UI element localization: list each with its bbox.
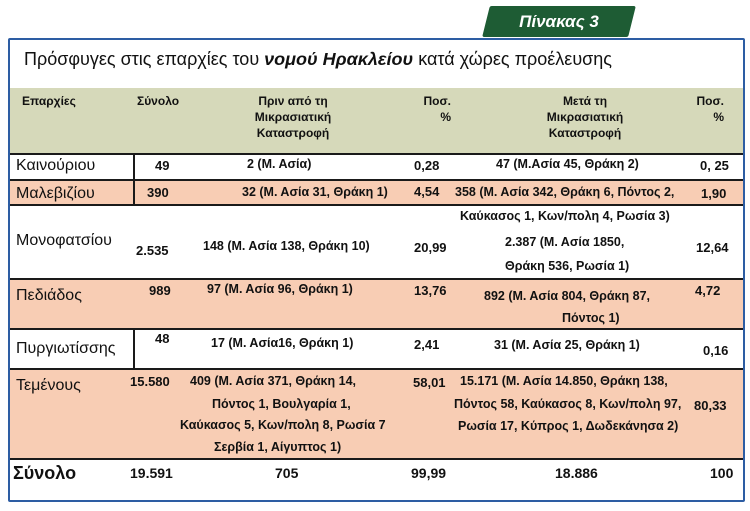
row-before: 2 (Μ. Ασία) (247, 157, 312, 171)
row-after: 15.171 (Μ. Ασία 14.850, Θράκη 138, (460, 374, 668, 388)
totals-total: 19.591 (130, 465, 173, 481)
row-after: Πόντος 58, Καύκασος 8, Κων/πολη 97, (454, 397, 682, 411)
row-pct2: 4,72 (695, 283, 721, 298)
header-before-line: Πριν από τη (258, 94, 328, 108)
table-title (24, 49, 612, 70)
row-divider (10, 179, 743, 181)
row-name: Καινούριου (16, 157, 96, 174)
row-total: 390 (147, 185, 169, 200)
row-after: 892 (Μ. Ασία 804, Θράκη 87, (484, 289, 650, 303)
header-pct2-line: % (713, 110, 724, 124)
row-divider (10, 204, 743, 206)
row-total: 2.535 (136, 243, 169, 258)
totals-label: Σύνολο (13, 463, 77, 483)
title-prefix: Πρόσφυγες στις επαρχίες του (24, 49, 265, 69)
row-pct1: 2,41 (414, 337, 440, 352)
totals-pct1: 99,99 (411, 465, 447, 481)
row-total: 49 (155, 158, 170, 173)
row-before: Σερβία 1, Αίγυπτος 1) (214, 440, 342, 454)
row-after: Θράκη 536, Ρωσία 1) (505, 259, 630, 273)
row-after: Καύκασος 1, Κων/πολη 4, Ρωσία 3) (460, 209, 670, 223)
row-after: 358 (Μ. Ασία 342, Θράκη 6, Πόντος 2, (455, 185, 675, 199)
header-before-line: Καταστροφή (256, 126, 330, 140)
header-after-line: Μικρασιατική (546, 110, 624, 124)
totals-before: 705 (275, 465, 299, 481)
row-pct1: 58,01 (413, 375, 446, 390)
row-after: 2.387 (Μ. Ασία 1850, (505, 235, 625, 249)
row-pct2: 1,90 (701, 186, 727, 201)
row-pct1: 0,28 (414, 158, 440, 173)
row-name: Μονοφατσίου (16, 232, 112, 249)
table-badge: Πίνακας 3 (519, 12, 599, 31)
row-pct2: 80,33 (694, 398, 727, 413)
row-after: 47 (Μ.Ασία 45, Θράκη 2) (496, 157, 639, 171)
row-before: 97 (Μ. Ασία 96, Θράκη 1) (207, 282, 353, 296)
row-divider (10, 278, 743, 280)
row-before: 32 (Μ. Ασία 31, Θράκη 1) (242, 185, 388, 199)
row-name: Μαλεβιζίου (16, 185, 95, 202)
row-pct1: 4,54 (414, 184, 440, 199)
row-pct2: 12,64 (696, 240, 729, 255)
row-divider (10, 328, 743, 330)
column-divider (133, 328, 135, 369)
row-after: Ρωσία 17, Κύπρος 1, Δωδεκάνησα 2) (458, 419, 679, 433)
row-before: 409 (Μ. Ασία 371, Θράκη 14, (190, 374, 356, 388)
header-after-line: Μετά τη (562, 94, 608, 108)
row-pct1: 13,76 (414, 283, 447, 298)
title-bold: νομού Ηρακλείου (264, 49, 414, 69)
header-pct1 (405, 93, 451, 125)
row-total: 48 (155, 331, 170, 346)
row-before: Πόντος 1, Βουλγαρία 1, (212, 397, 351, 411)
row-pct2: 0,16 (703, 343, 729, 358)
header-pct2-line: Ποσ. (696, 94, 724, 108)
header-before (228, 93, 358, 141)
row-total: 989 (149, 283, 171, 298)
row-after: 31 (Μ. Ασία 25, Θράκη 1) (494, 338, 640, 352)
row-name: Τεμένους (16, 377, 81, 394)
row-before: 17 (Μ. Ασία16, Θράκη 1) (211, 336, 354, 350)
row-name: Πεδιάδος (16, 287, 82, 304)
row-before: Καύκασος 5, Κων/πολη 8, Ρωσία 7 (180, 418, 386, 432)
header-after (520, 93, 650, 141)
header-before-line: Μικρασιατική (254, 110, 332, 124)
row-divider (10, 458, 743, 460)
column-divider (133, 153, 135, 205)
header-pct2 (684, 93, 724, 125)
header-total: Σύνολο (137, 94, 180, 108)
header-pct1-line: Ποσ. (423, 94, 451, 108)
row-total: 15.580 (130, 374, 170, 389)
totals-pct2: 100 (710, 465, 734, 481)
row-before: 148 (Μ. Ασία 138, Θράκη 10) (203, 239, 370, 253)
row-name: Πυργιωτίσσης (16, 340, 116, 357)
row-divider (10, 153, 743, 155)
row-divider (10, 368, 743, 370)
row-pct2: 0, 25 (700, 158, 729, 173)
header-after-line: Καταστροφή (548, 126, 622, 140)
row-pct1: 20,99 (414, 240, 447, 255)
totals-after: 18.886 (555, 465, 598, 481)
title-suffix: κατά χώρες προέλευσης (413, 49, 612, 69)
header-province: Επαρχίες (22, 94, 76, 108)
header-pct1-line: % (440, 110, 451, 124)
row-after: Πόντος 1) (562, 311, 620, 325)
